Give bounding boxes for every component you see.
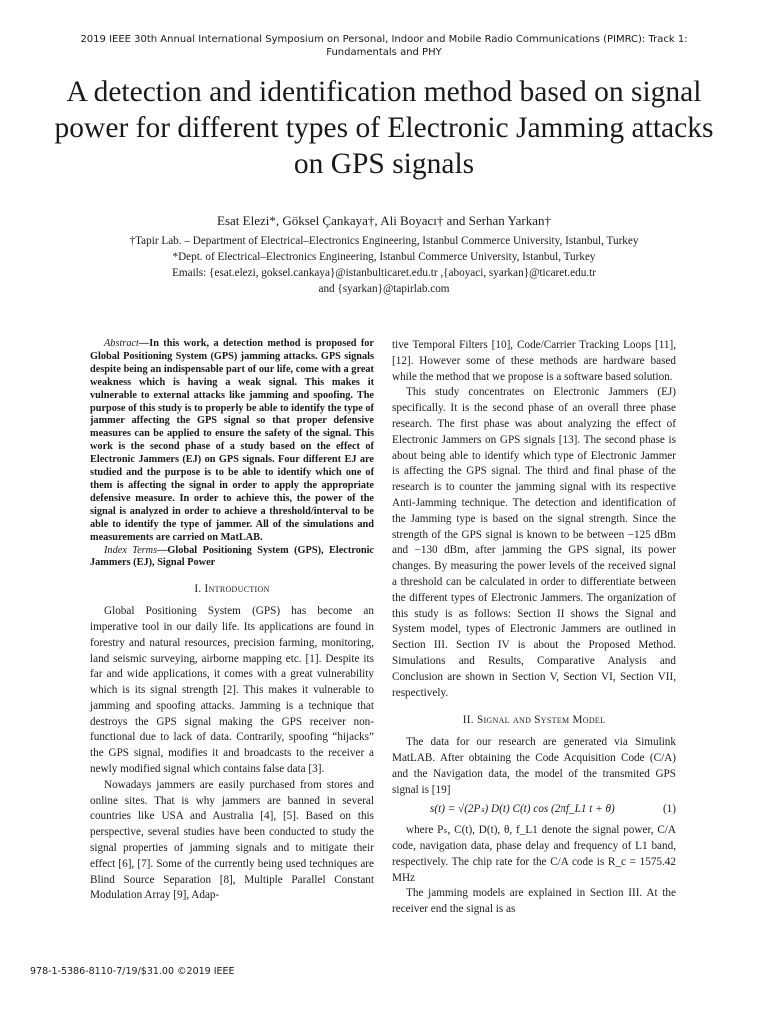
- paper-title: A detection and identification method based on signal power for different types of Electronic Jamming attacks on GPS signals: [54, 76, 714, 180]
- abstract: [90, 338, 374, 545]
- author-list: Esat Elezi*, Göksel Çankaya†, Ali Boyacı† and Serhan Yarkan†: [217, 213, 551, 228]
- body-paragraph: tive Temporal Filters [10], Code/Carrier Tracking Loops [11], [12]. However some of these methods are hardware based while the method that we propose is a software based solution.: [392, 339, 676, 383]
- index-terms-text: —Global Positioning System (GPS), Electronic Jammers (EJ), Signal Power: [90, 544, 374, 569]
- intro-paragraph: Global Positioning System (GPS) has become an imperative tool in our daily life. Its applications are found in forestry and natural resources, precision farming, monitoring, land seismic surveying, airborne mapping etc. [1]. Despite its far and wide applications, it comes with a great vulnerability which is its signal strength [2]. This makes it vulnerable to jamming and spoofing attacks. Jamming is a technique that destroys the GPS signal making the GPS receiver non-functional due to lack of data. Contrarily, spoofing “hijacks” the GPS signal, modifies it and broadcasts to the receiver a newly modified signal which contains false data [3].: [90, 605, 374, 776]
- body-paragraph: The data for our research are generated via Simulink MatLAB. After obtaining the Code Acquisition Code (C/A) and the Navigation data, the model of the transmited GPS signal is [19]: [392, 736, 676, 796]
- abstract-text: —In this work, a detection method is proposed for Global Positioning System (GPS) jamming attacks. GPS signals despite being an indispensable part of our life, come with a great weakness which is having a weak signal. This makes it vulnerable to external attacks like jamming and spoofing. The purpose of this study is to properly be able to identify the type of jammer affecting the GPS signal so that proper defensive measures can be applied to ensure the safety of the signal. This work is the second phase of a study based on the effect of Electronic Jammers (EJ) on GPS signals. Four different EJ are studied and the purpose is to be able to identify which one of them is affecting the signal in order to apply the appropriate defensive measure. In order to achieve this, the power of the signal is analyzed in order to achieve a threshold/interval to be able to identify the type of jammer. All of the simulations and measurements are carried on MatLAB.: [90, 338, 374, 543]
- intro-paragraph: Nowadays jammers are easily purchased from stores and online sites. That is why jammers are banned in several countries like USA and Australia [4], [5]. Based on this perspective, several studies have been conducted to study the signal properties of jamming signals and to mitigate their effect [6], [7]. Some of the currently being used techniques are Blind Source Separation [8], Multiple Parallel Constant Modulation Array [9], Adap-: [90, 778, 374, 902]
- index-terms-label: Index Terms: [104, 544, 158, 556]
- left-column: [90, 338, 374, 904]
- equation-body: s(t) = √(2Pₛ) D(t) C(t) cos (2πf_L1 t + θ): [430, 803, 615, 816]
- affiliation-dept: *Dept. of Electrical–Electronics Engineering, Istanbul Commerce University, Istanbul, Turkey: [172, 251, 596, 263]
- section-heading-signal-model: II. Signal and System Model: [462, 714, 606, 727]
- section-heading-introduction: I. Introduction: [194, 583, 270, 596]
- equation-1: [392, 802, 676, 818]
- index-terms: [90, 545, 374, 571]
- conference-header: 2019 IEEE 30th Annual International Symposium on Personal, Indoor and Mobile Radio Communications (PIMRC): Track 1: Fundamentals and PHY: [80, 34, 688, 58]
- body-paragraph: where Pₛ, C(t), D(t), θ, f_L1 denote the signal power, C/A code, navigation data, phase delay and frequency of L1 band, respectively. The chip rate for the C/A code is R_c = 1575.42 MHz: [392, 824, 676, 884]
- copyright-footer: 978-1-5386-8110-7/19/$31.00 ©2019 IEEE: [30, 966, 235, 977]
- author-emails-continued: and {syarkan}@tapirlab.com: [318, 283, 450, 295]
- abstract-label: Abstract: [104, 338, 139, 349]
- body-paragraph: The jamming models are explained in Section III. At the receiver end the signal is as: [392, 887, 676, 916]
- right-column: [392, 338, 676, 918]
- equation-number: (1): [662, 803, 676, 816]
- author-emails: Emails: {esat.elezi, goksel.cankaya}@istanbulticaret.edu.tr ,{aboyaci, syarkan}@ticaret.edu.tr: [172, 267, 596, 279]
- affiliation-tapir-lab: †Tapir Lab. – Department of Electrical–Electronics Engineering, Istanbul Commerce University, Istanbul, Turkey: [129, 235, 639, 247]
- body-paragraph: This study concentrates on Electronic Jammers (EJ) specifically. It is the second phase of an overall three phase research. The first phase was about analyzing the effect of Electronic Jammers on GPS signals [13]. The second phase is about being able to identify which type of Electronic Jammer is affecting the GPS signal. The third and final phase of the research is to counter the jamming signal with its respective Anti-Jamming technique. The detection and identification of the Jamming type is based on the signal strength. Since the strength of the GPS signal is known to be between −125 dBm and −130 dBm, after jamming the GPS signal, its power changes. By measuring the power levels of the received signal a threshold can be calculated in order to differentiate between the different types of Electronic Jammers. The organization of this study is as follows: Section II shows the Signal and System model, types of Electronic Jammers are outlined in Section III. Section IV is about the Proposed Method. Simulations and Results, Comparative Analysis and Conclusion are shown in Section V, Section VI, Section VII, respectively.: [392, 386, 676, 699]
